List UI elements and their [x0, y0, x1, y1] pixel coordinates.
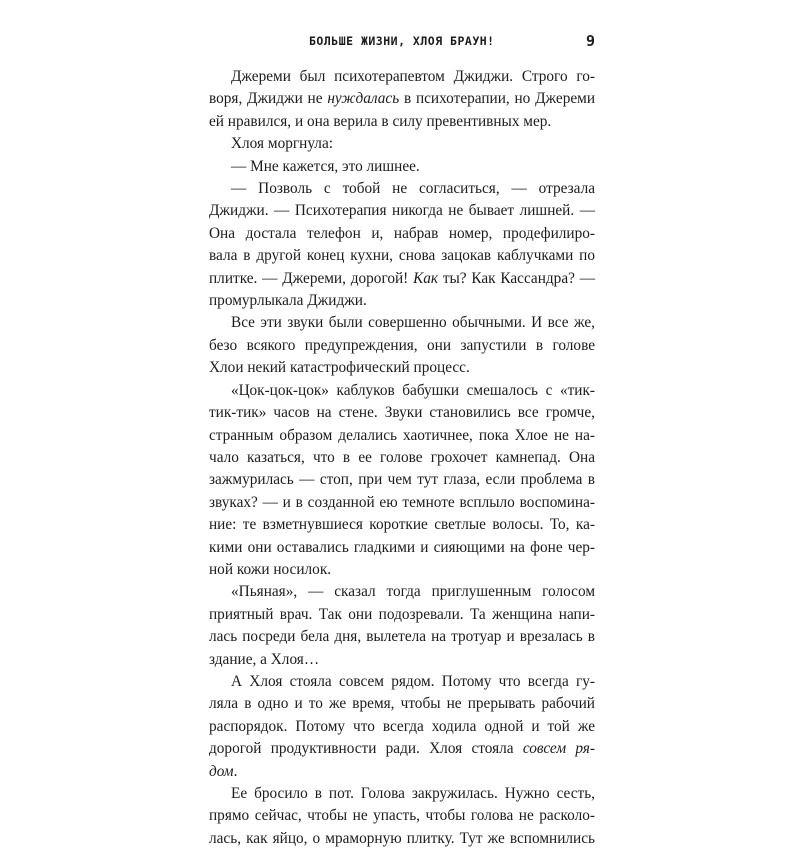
text-line [209, 357, 595, 379]
text-segment: промурлыкала Джиджи. [209, 292, 367, 310]
text-line [209, 671, 595, 693]
text-segment: «Цок-цок-цок» каблуков бабушки смешалось с «тик- [231, 381, 595, 399]
running-head [209, 34, 595, 54]
text-segment: лась посреди бела дня, вылетела на тротуар и врезалась в [209, 628, 595, 646]
text-line [209, 738, 595, 760]
text-segment: ной кожи носилок. [209, 560, 332, 578]
italic-text: нуждалась [327, 90, 400, 108]
text-segment: Хлоя моргнула: [231, 135, 333, 153]
text-segment: лась, как яйцо, о мраморную плитку. Тут же вспомнились [209, 829, 595, 847]
text-line [209, 335, 595, 357]
text-line [209, 693, 595, 715]
text-segment: — Позволь с тобой не согласиться, — отрезала [231, 180, 595, 198]
text-segment: Джиджи. — Психотерапия никогда не бывает лишней. — [209, 202, 595, 220]
text-segment: «Пьяная», — сказал тогда приглушенным голосом [231, 583, 595, 601]
text-line [209, 761, 595, 783]
italic-text: Как [413, 269, 439, 287]
text-line [209, 88, 595, 110]
text-line [209, 402, 595, 424]
text-line [209, 559, 595, 581]
text-segment: Она достала телефон и, набрав номер, продефилиро- [209, 224, 595, 242]
running-title: БОЛЬШЕ ЖИЗНИ, ХЛОЯ БРАУН! [309, 34, 495, 48]
italic-text: совсем ря- [522, 740, 595, 758]
text-segment: распорядок. Потому что всегда ходила одной и той же [209, 717, 595, 735]
text-line [209, 66, 595, 88]
text-segment: ей нравился, и она верила в силу превентивных мер. [209, 112, 552, 130]
text-line [209, 223, 595, 245]
text-line [209, 245, 595, 267]
text-segment: А Хлоя стояла совсем рядом. Потому что всегда гу- [231, 672, 595, 690]
text-segment: Хлои некий катастрофический процесс. [209, 359, 470, 377]
text-segment: чало казаться, что в ее голове грохочет камнепад. Она [209, 448, 595, 466]
text-line [209, 268, 595, 290]
text-segment: плитке. — Джереми, дорогой! [209, 269, 414, 287]
text-line [209, 178, 595, 200]
text-segment: кими они оставались гладкими и сияющими на фоне чер- [209, 538, 595, 556]
text-segment: воря, Джиджи не [209, 90, 328, 108]
text-segment: ляла в одно и то же время, чтобы не прерывать рабочий [209, 695, 595, 713]
text-segment: дорогой продуктивности ради. Хлоя стояла [209, 740, 523, 758]
text-line [209, 626, 595, 648]
text-segment: Джереми был психотерапевтом Джиджи. Строго го- [231, 68, 595, 85]
text-segment: Все эти звуки были совершенно обычными. И все же, [231, 314, 595, 332]
text-segment: — Мне кажется, это лишнее. [231, 157, 420, 175]
text-line [209, 783, 595, 805]
text-segment: ние: те взметнувшиеся короткие светлые волосы. То, ка- [209, 516, 595, 534]
text-line [209, 716, 595, 738]
text-segment: вала в другой конец кухни, снова зацокав каблучками по [209, 247, 595, 265]
text-segment: прямо сейчас, чтобы не упасть, чтобы голова не расколо- [209, 807, 595, 825]
text-segment: зажмурилась — стоп, при чем тут глаза, если проблема в [209, 471, 595, 489]
text-line [209, 200, 595, 222]
text-segment: звуках? — и в созданной ею темноте всплыло воспомина- [209, 493, 595, 511]
text-segment: здание, а Хлоя… [209, 650, 320, 668]
text-line [209, 469, 595, 491]
text-line [209, 133, 595, 155]
text-line [209, 828, 595, 850]
text-line [209, 290, 595, 312]
text-segment: странным образом делались хаотичнее, пока Хлое не на- [209, 426, 595, 444]
text-segment: Ее бросило в пот. Голова закружилась. Нужно сесть, [231, 785, 595, 802]
text-line [209, 492, 595, 514]
text-line [209, 447, 595, 469]
text-line [209, 805, 595, 827]
text-line [209, 649, 595, 671]
text-line [209, 380, 595, 402]
text-segment: безо всякого предупреждения, они запустили в голове [209, 336, 595, 354]
text-line [209, 312, 595, 334]
text-segment: в психотерапии, но Джереми [399, 90, 595, 108]
text-segment: тик-тик» часов на стене. Звуки становились все громче, [209, 404, 595, 422]
text-segment: ты? Как Кассандра? — [438, 269, 595, 287]
page-number: 9 [585, 32, 595, 50]
text-line [209, 111, 595, 133]
text-line [209, 156, 595, 178]
text-line [209, 537, 595, 559]
text-line [209, 514, 595, 536]
italic-text: дом [209, 762, 234, 780]
text-line [209, 604, 595, 626]
text-segment: приятный врач. Так они подозревали. Та женщина напи- [209, 605, 595, 623]
text-segment: . [233, 762, 238, 780]
body-text [209, 66, 595, 850]
text-line [209, 581, 595, 603]
text-line [209, 425, 595, 447]
